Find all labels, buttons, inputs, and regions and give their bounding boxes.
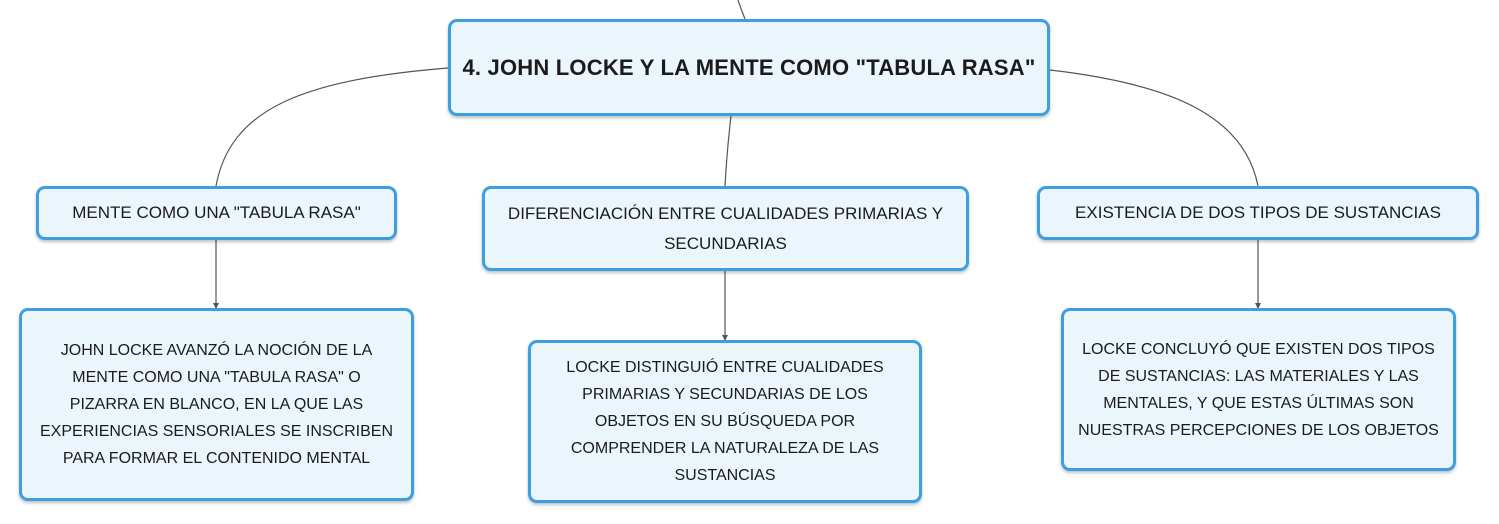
main-topic-node-2[interactable] bbox=[482, 186, 969, 271]
main-topic-node-1[interactable] bbox=[36, 186, 397, 240]
subtopic-node-2[interactable] bbox=[528, 340, 922, 503]
main-topic-label: MENTE COMO UNA "TABULA RASA" bbox=[72, 203, 361, 222]
subtopic-text: LOCKE DISTINGUIÓ ENTRE CUALIDADES PRIMARIAS Y SECUNDARIAS DE LOS OBJETOS EN SU BÚSQUEDA POR COMPRENDER LA NATURALEZA DE LAS SUSTANCIAS bbox=[566, 359, 884, 484]
connector-central-to-topic-3 bbox=[1050, 70, 1258, 186]
central-topic-label: 4. JOHN LOCKE Y LA MENTE COMO "TABULA RASA" bbox=[462, 54, 1036, 80]
subtopic-text: LOCKE CONCLUYÓ QUE EXISTEN DOS TIPOS DE SUSTANCIAS: LAS MATERIALES Y LAS MENTALES, Y QUE ESTAS ÚLTIMAS SON NUESTRAS PERCEPCIONES DE LOS OBJETOS bbox=[1078, 340, 1439, 439]
connector-parent-to-central bbox=[738, 0, 745, 19]
connector-central-to-topic-1 bbox=[216, 68, 448, 186]
main-topic-label: EXISTENCIA DE DOS TIPOS DE SUSTANCIAS bbox=[1075, 203, 1441, 222]
main-topic-node-3[interactable] bbox=[1037, 186, 1479, 240]
connector-central-to-topic-2 bbox=[725, 116, 731, 186]
main-topic-label: DIFERENCIACIÓN ENTRE CUALIDADES PRIMARIAS Y SECUNDARIAS bbox=[507, 203, 944, 253]
subtopic-node-1[interactable] bbox=[19, 308, 414, 501]
subtopic-node-3[interactable] bbox=[1061, 308, 1456, 471]
subtopic-text: JOHN LOCKE AVANZÓ LA NOCIÓN DE LA MENTE COMO UNA "TABULA RASA" O PIZARRA EN BLANCO, EN LA QUE LAS EXPERIENCIAS SENSORIALES SE INSCRIBEN PARA FORMAR EL CONTENIDO MENTAL bbox=[40, 342, 393, 467]
central-topic-node[interactable] bbox=[448, 19, 1050, 116]
